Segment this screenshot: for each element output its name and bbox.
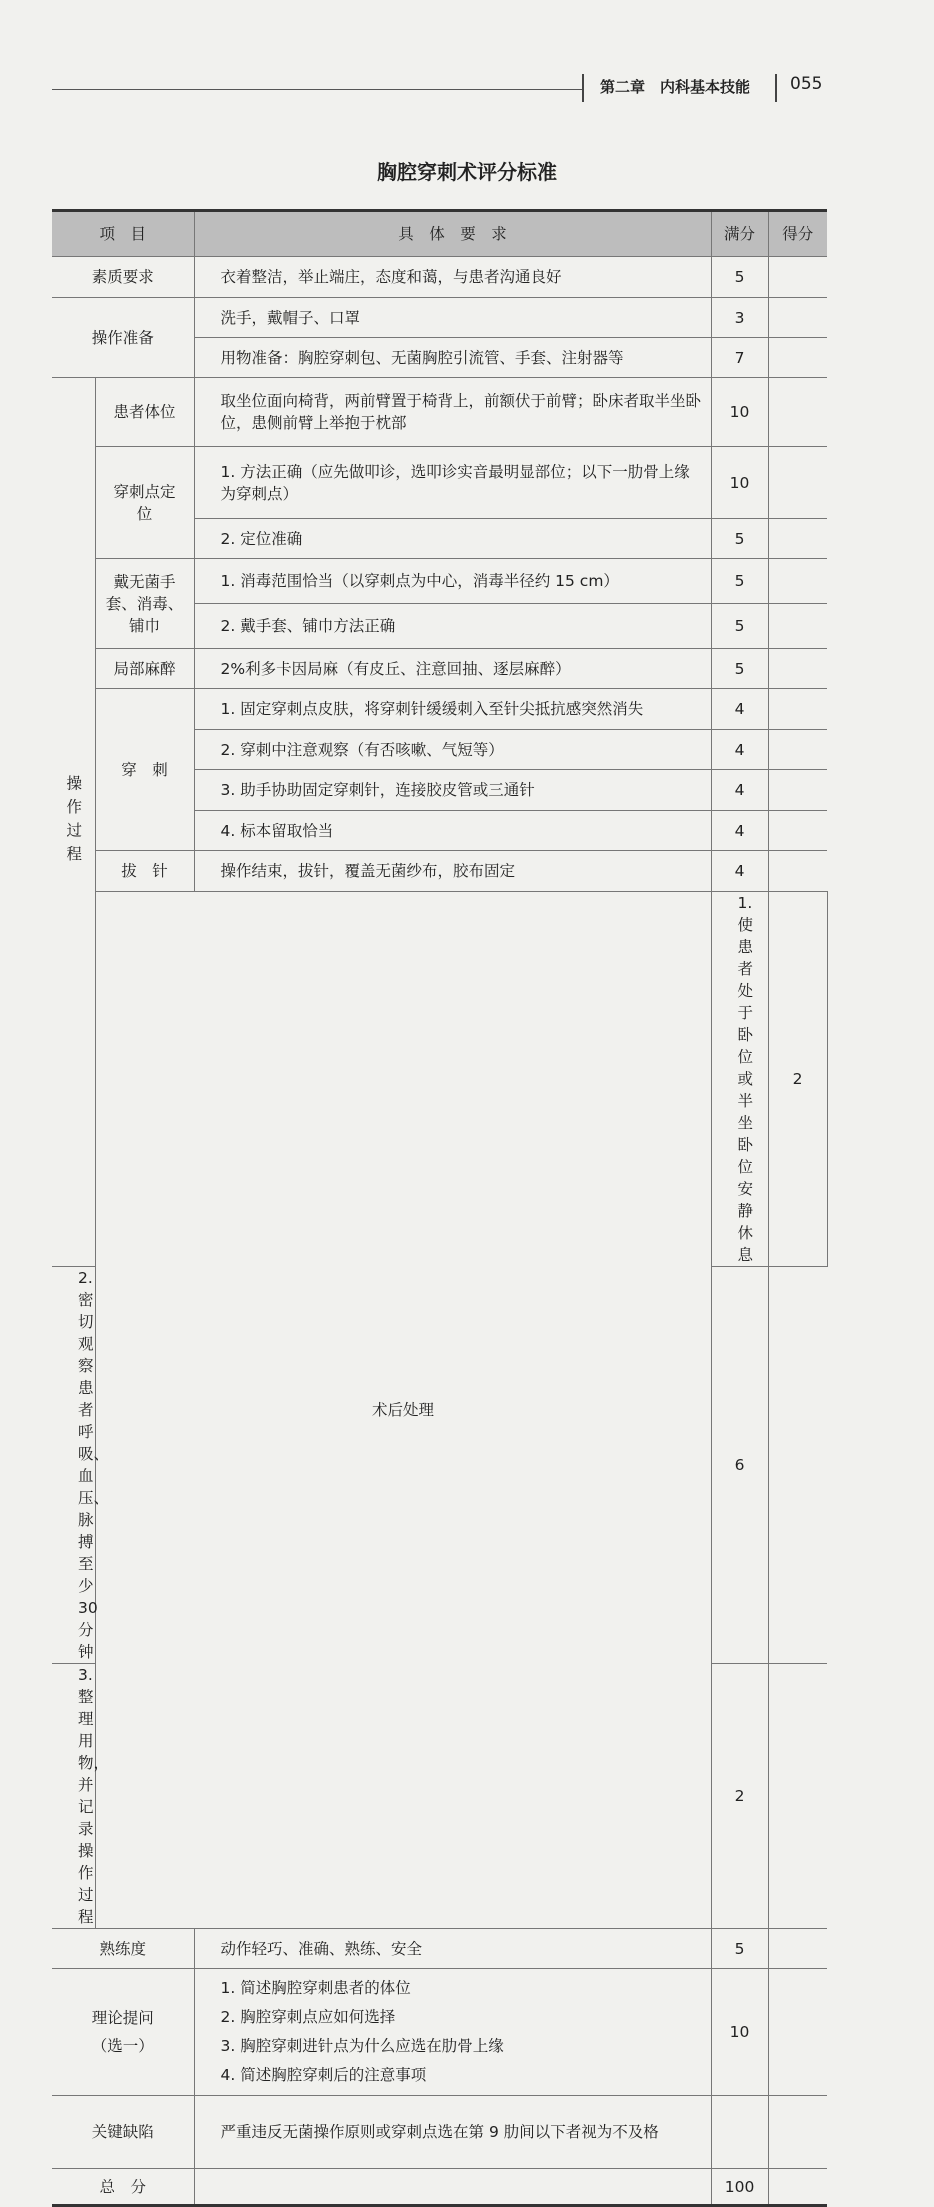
requirement-cell: 3. 整理用物，并记录操作过程 bbox=[52, 1664, 95, 1929]
theory-question: 3. 胸腔穿刺进针点为什么应选在肋骨上缘 bbox=[220, 2037, 504, 2055]
table-row bbox=[52, 559, 827, 604]
earned-cell bbox=[768, 338, 827, 378]
earned-cell bbox=[768, 1664, 827, 1929]
earned-cell bbox=[768, 1267, 827, 1664]
table-row bbox=[52, 1929, 827, 1969]
earned-cell bbox=[768, 2169, 827, 2206]
table-row bbox=[52, 298, 827, 338]
score-cell: 3 bbox=[711, 298, 768, 338]
theory-label: 理论提问 bbox=[91, 2009, 154, 2027]
earned-cell bbox=[768, 257, 827, 298]
score-cell: 5 bbox=[711, 604, 768, 649]
theory-question: 1. 简述胸腔穿刺患者的体位 bbox=[220, 1979, 411, 1997]
table-row bbox=[52, 378, 827, 447]
subitem-cell: 穿 刺 bbox=[95, 689, 194, 851]
header-earned-score: 得分 bbox=[768, 211, 827, 257]
total-score: 100 bbox=[711, 2169, 768, 2206]
process-label: 操作过程 bbox=[64, 775, 83, 869]
score-cell: 2 bbox=[711, 1664, 768, 1929]
requirement-cell bbox=[194, 2169, 711, 2206]
item-cell-vertical bbox=[52, 378, 95, 1267]
header-divider bbox=[582, 74, 584, 102]
score-cell: 5 bbox=[711, 1929, 768, 1969]
theory-question: 4. 简述胸腔穿刺后的注意事项 bbox=[220, 2066, 427, 2084]
item-cell: 操作准备 bbox=[52, 298, 194, 378]
requirement-cell: 衣着整洁，举止端庄，态度和蔼，与患者沟通良好 bbox=[194, 257, 711, 298]
chapter-title: 第二章 内科基本技能 bbox=[600, 78, 751, 96]
requirement-cell bbox=[194, 1969, 711, 2096]
requirement-cell: 2. 戴手套、铺巾方法正确 bbox=[194, 604, 711, 649]
earned-cell bbox=[768, 604, 827, 649]
requirement-cell: 取坐位面向椅背，两前臂置于椅背上，前额伏于前臂；卧床者取半坐卧位，患侧前臂上举抱于枕部 bbox=[194, 378, 711, 447]
earned-cell bbox=[768, 649, 827, 689]
requirement-cell: 用物准备：胸腔穿刺包、无菌胸腔引流管、手套、注射器等 bbox=[194, 338, 711, 378]
header-divider bbox=[775, 74, 777, 102]
requirement-cell: 2%利多卡因局麻（有皮丘、注意回抽、逐层麻醉） bbox=[194, 649, 711, 689]
subitem-cell: 患者体位 bbox=[95, 378, 194, 447]
requirement-cell: 严重违反无菌操作原则或穿刺点选在第 9 肋间以下者视为不及格 bbox=[194, 2096, 711, 2169]
requirement-cell: 1. 方法正确（应先做叩诊，选叩诊实音最明显部位；以下一肋骨上缘为穿刺点） bbox=[194, 447, 711, 519]
score-cell: 6 bbox=[711, 1267, 768, 1664]
score-cell bbox=[711, 2096, 768, 2169]
table-row bbox=[52, 1969, 827, 2096]
theory-question: 2. 胸腔穿刺点应如何选择 bbox=[220, 2008, 396, 2026]
earned-cell bbox=[768, 559, 827, 604]
score-cell: 7 bbox=[711, 338, 768, 378]
table-row bbox=[52, 689, 827, 730]
table-header-row bbox=[52, 211, 827, 257]
subitem-cell: 局部麻醉 bbox=[95, 649, 194, 689]
score-cell: 4 bbox=[711, 730, 768, 770]
requirement-cell: 2. 密切观察患者呼吸、血压、脉搏至少 30 分钟 bbox=[52, 1267, 95, 1664]
table-row bbox=[52, 649, 827, 689]
header-item: 项 目 bbox=[52, 211, 194, 257]
item-cell: 关键缺陷 bbox=[52, 2096, 194, 2169]
score-cell: 5 bbox=[711, 257, 768, 298]
requirement-cell: 3. 助手协助固定穿刺针，连接胶皮管或三通针 bbox=[194, 770, 711, 811]
header-requirement: 具 体 要 求 bbox=[194, 211, 711, 257]
table-row bbox=[52, 447, 827, 519]
theory-note: （选一） bbox=[91, 2037, 154, 2055]
score-cell: 10 bbox=[711, 378, 768, 447]
score-cell: 4 bbox=[711, 811, 768, 851]
item-cell: 熟练度 bbox=[52, 1929, 194, 1969]
requirement-cell: 4. 标本留取恰当 bbox=[194, 811, 711, 851]
document-title: 胸腔穿刺术评分标准 bbox=[377, 160, 557, 184]
requirement-cell: 动作轻巧、准确、熟练、安全 bbox=[194, 1929, 711, 1969]
score-cell: 5 bbox=[711, 559, 768, 604]
subitem-cell: 拔 针 bbox=[95, 851, 194, 892]
requirement-cell: 洗手，戴帽子、口罩 bbox=[194, 298, 711, 338]
subitem-cell: 戴无菌手套、消毒、铺巾 bbox=[95, 559, 194, 649]
header-full-score: 满分 bbox=[711, 211, 768, 257]
header-rule bbox=[52, 89, 582, 90]
item-cell: 素质要求 bbox=[52, 257, 194, 298]
table-row-total bbox=[52, 2169, 827, 2206]
earned-cell bbox=[768, 851, 827, 892]
requirement-cell: 1. 消毒范围恰当（以穿刺点为中心，消毒半径约 15 cm） bbox=[194, 559, 711, 604]
earned-cell bbox=[768, 689, 827, 730]
earned-cell bbox=[768, 811, 827, 851]
earned-cell bbox=[768, 378, 827, 447]
subitem-cell: 穿刺点定位 bbox=[95, 447, 194, 559]
earned-cell bbox=[768, 770, 827, 811]
earned-cell bbox=[768, 1969, 827, 2096]
score-cell: 4 bbox=[711, 851, 768, 892]
score-cell: 10 bbox=[711, 1969, 768, 2096]
earned-cell bbox=[768, 298, 827, 338]
requirement-cell: 操作结束，拔针，覆盖无菌纱布，胶布固定 bbox=[194, 851, 711, 892]
table-row bbox=[52, 892, 827, 1267]
scoring-table bbox=[52, 209, 827, 2207]
earned-cell bbox=[768, 730, 827, 770]
score-cell: 5 bbox=[711, 519, 768, 559]
requirement-cell: 2. 定位准确 bbox=[194, 519, 711, 559]
earned-cell bbox=[768, 447, 827, 519]
requirement-cell: 1. 固定穿刺点皮肤，将穿刺针缓缓刺入至针尖抵抗感突然消失 bbox=[194, 689, 711, 730]
item-cell bbox=[52, 1969, 194, 2096]
score-cell: 10 bbox=[711, 447, 768, 519]
score-cell: 5 bbox=[711, 649, 768, 689]
table-row bbox=[52, 257, 827, 298]
item-cell: 术后处理 bbox=[95, 892, 711, 1929]
total-label: 总 分 bbox=[52, 2169, 194, 2206]
table-row bbox=[52, 2096, 827, 2169]
score-cell: 4 bbox=[711, 689, 768, 730]
score-cell: 2 bbox=[768, 892, 827, 1267]
page-number: 055 bbox=[790, 74, 823, 94]
earned-cell bbox=[768, 1929, 827, 1969]
requirement-cell: 2. 穿刺中注意观察（有否咳嗽、气短等） bbox=[194, 730, 711, 770]
table-row bbox=[52, 851, 827, 892]
requirement-cell: 1. 使患者处于卧位或半坐卧位安静休息 bbox=[711, 892, 768, 1267]
earned-cell bbox=[768, 2096, 827, 2169]
score-cell: 4 bbox=[711, 770, 768, 811]
earned-cell bbox=[768, 519, 827, 559]
